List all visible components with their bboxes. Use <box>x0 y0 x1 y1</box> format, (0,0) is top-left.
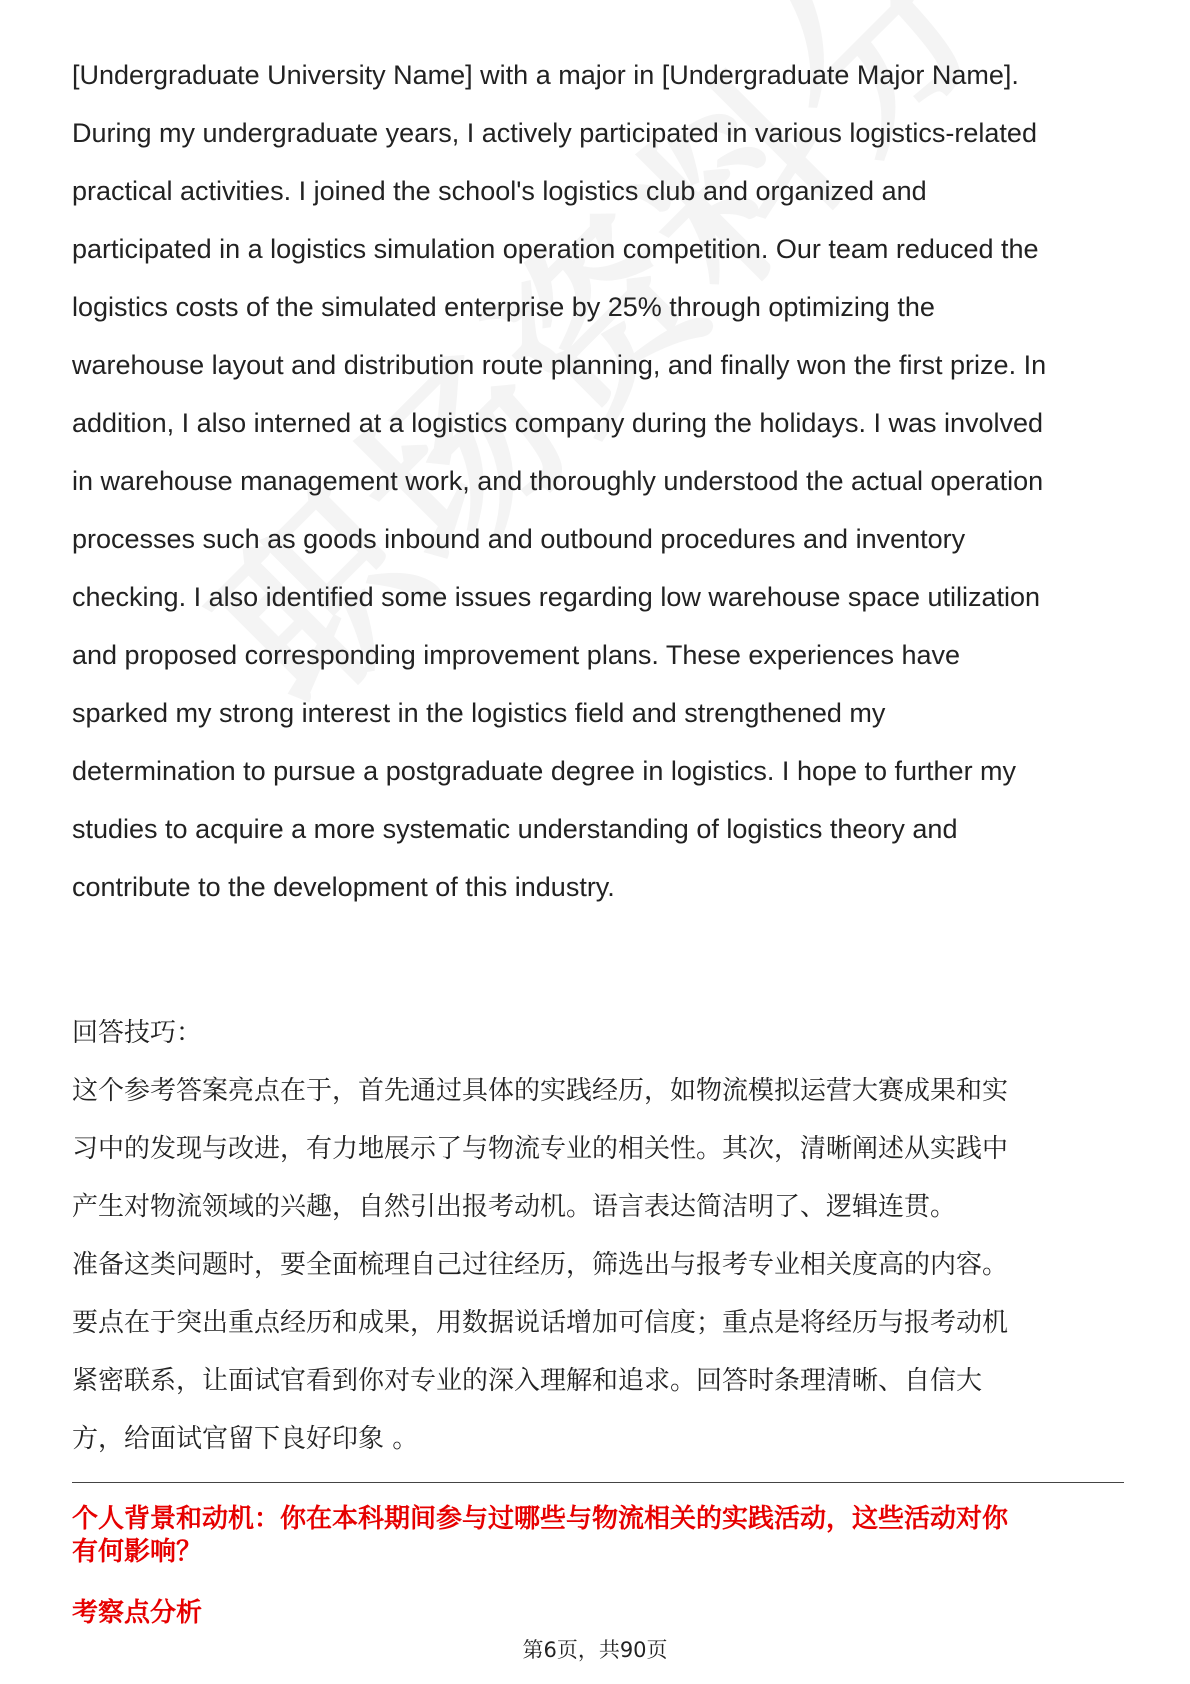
tips-line: 这个参考答案亮点在于，首先通过具体的实践经历，如物流模拟运营大赛成果和实 <box>72 1076 1009 1106</box>
question-line: 个人背景和动机：你在本科期间参与过哪些与物流相关的实践活动，这些活动对你 <box>72 1504 1009 1534</box>
tips-line: 要点在于突出重点经历和成果，用数据说话增加可信度；重点是将经历与报考动机 <box>72 1308 1009 1338</box>
section-divider <box>72 1482 1124 1483</box>
answer-line: warehouse layout and distribution route planning, and finally won the first prize. In <box>72 350 1047 380</box>
question-line: 有何影响？ <box>72 1537 203 1567</box>
answer-line: sparked my strong interest in the logistics field and strengthened my <box>72 698 886 728</box>
tips-line: 准备这类问题时，要全面梳理自己过往经历，筛选出与报考专业相关度高的内容。 <box>72 1250 1009 1280</box>
answer-line: contribute to the development of this industry. <box>72 872 615 902</box>
answer-line: determination to pursue a postgraduate degree in logistics. I hope to further my <box>72 756 1017 786</box>
answer-line: During my undergraduate years, I actively participated in various logistics-related <box>72 118 1037 148</box>
answer-line: practical activities. I joined the school's logistics club and organized and <box>72 176 927 206</box>
question-heading <box>72 1503 1124 1569</box>
answer-line: addition, I also interned at a logistics company during the holidays. I was involved <box>72 408 1044 438</box>
paragraph-spacer <box>72 916 1124 1004</box>
analysis-heading: 考察点分析 <box>72 1598 203 1628</box>
tips-line: 紧密联系，让面试官看到你对专业的深入理解和追求。回答时条理清晰、自信大 <box>72 1366 983 1396</box>
tips-line: 产生对物流领域的兴趣，自然引出报考动机。语言表达简洁明了、逻辑连贯。 <box>72 1192 957 1222</box>
answer-line: [Undergraduate University Name] with a major in [Undergraduate Major Name]. <box>72 60 1019 90</box>
answer-line: participated in a logistics simulation operation competition. Our team reduced the <box>72 234 1039 264</box>
page-content <box>72 46 1124 1633</box>
answer-line: logistics costs of the simulated enterprise by 25% through optimizing the <box>72 292 935 322</box>
answer-line: in warehouse management work, and thoroughly understood the actual operation <box>72 466 1044 496</box>
tips-line: 习中的发现与改进，有力地展示了与物流专业的相关性。其次，清晰阐述从实践中 <box>72 1134 1009 1164</box>
tips-body <box>72 1062 1124 1468</box>
answer-line: processes such as goods inbound and outbound procedures and inventory <box>72 524 966 554</box>
answer-line: and proposed corresponding improvement plans. These experiences have <box>72 640 961 670</box>
tips-line: 方，给面试官留下良好印象 。 <box>72 1424 419 1454</box>
page-number: 第6页，共90页 <box>522 1638 668 1662</box>
answer-paragraph <box>72 46 1124 916</box>
tips-title: 回答技巧： <box>72 1018 203 1048</box>
answer-line: studies to acquire a more systematic understanding of logistics theory and <box>72 814 958 844</box>
answer-line: checking. I also identified some issues regarding low warehouse space utilization <box>72 582 1041 612</box>
